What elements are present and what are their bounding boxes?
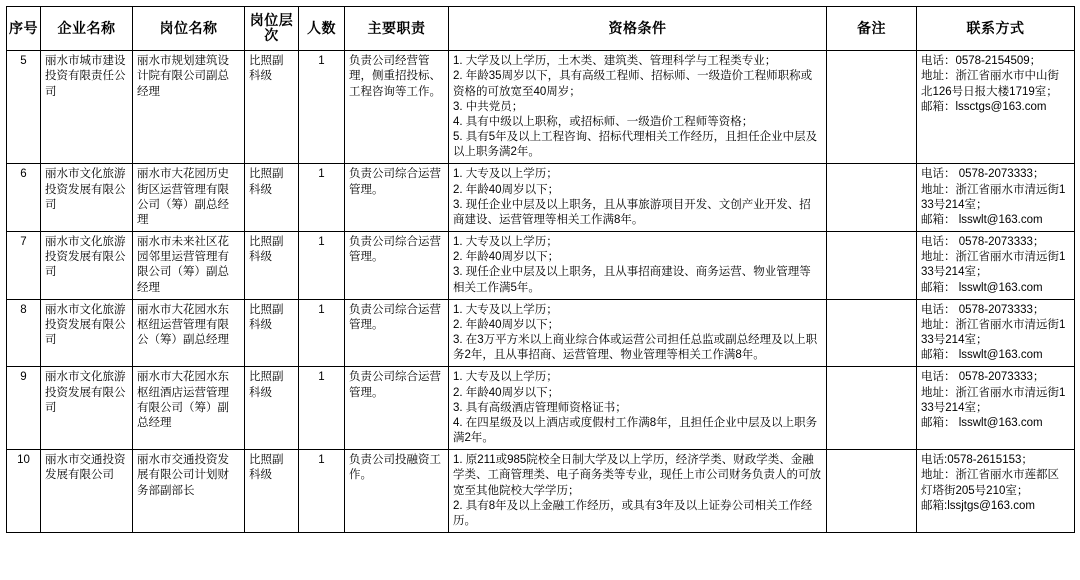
column-header-seq	[7, 7, 41, 51]
cell-company: 丽水市文化旅游投资发展有限公司	[41, 232, 133, 300]
qualification-line: 3. 现任企业中层及以上职务，且从事招商建设、商务运营、物业管理等相关工作满5年。	[453, 266, 811, 294]
contact-line: 地址：浙江省丽水市清远街133号214室；	[921, 251, 1066, 279]
cell-qualifications	[449, 164, 827, 232]
cell-remark	[827, 51, 917, 164]
contact-line: 电话： 0578-2073333；	[921, 303, 1045, 316]
cell-contact	[917, 232, 1075, 300]
contact-line: 地址：浙江省丽水市清远街133号214室；	[921, 183, 1066, 211]
cell-seq: 9	[7, 367, 41, 450]
cell-company: 丽水市文化旅游投资发展有限公司	[41, 299, 133, 367]
table-row	[7, 164, 1075, 232]
column-header-position-label: 岗位名称	[159, 20, 218, 37]
contact-line: 地址：浙江省丽水市清远街133号214室；	[921, 386, 1066, 414]
cell-count: 1	[299, 232, 345, 300]
cell-level: 比照副科级	[245, 299, 299, 367]
cell-qualifications	[449, 450, 827, 533]
cell-count: 1	[299, 367, 345, 450]
qualification-line: 1. 原211或985院校全日制大学及以上学历，经济学类、财政学类、金融学类、工商管理类、电子商务类等专业，现任上市公司财务负责人的可放宽至其他院校大学学历；	[453, 454, 821, 497]
cell-level: 比照副科级	[245, 232, 299, 300]
cell-level: 比照副科级	[245, 367, 299, 450]
table-header-row	[7, 7, 1075, 51]
qualification-line: 3. 现任企业中层及以上职务，且从事旅游项目开发、文创产业开发、招商建设、运营管理等相关工作满8年。	[453, 198, 811, 226]
cell-qualifications	[449, 299, 827, 367]
column-header-count-label: 人数	[307, 20, 336, 37]
column-header-seq-label: 序号	[9, 20, 38, 37]
qualification-line: 2. 年龄35周岁以下，具有高级工程师、招标师、一级造价工程师职称或资格的可放宽至40周岁；	[453, 70, 813, 98]
cell-duty: 负责公司经营管理，侧重招投标、工程咨询等工作。	[345, 51, 449, 164]
qualification-line: 2. 年龄40周岁以下；	[453, 318, 560, 331]
cell-contact	[917, 51, 1075, 164]
cell-count: 1	[299, 51, 345, 164]
table-body	[7, 51, 1075, 533]
column-header-company-label: 企业名称	[57, 20, 116, 37]
contact-line: 邮箱： lsswlt@163.com	[921, 349, 1043, 362]
column-header-remark-label: 备注	[857, 20, 886, 37]
contact-line: 邮箱： lsswlt@163.com	[921, 416, 1043, 429]
contact-line: 电话： 0578-2073333；	[921, 236, 1045, 249]
cell-count: 1	[299, 450, 345, 533]
cell-company: 丽水市文化旅游投资发展有限公司	[41, 367, 133, 450]
column-header-level	[245, 7, 299, 51]
cell-company: 丽水市交通投资发展有限公司	[41, 450, 133, 533]
cell-qualifications	[449, 51, 827, 164]
cell-position: 丽水市规划建筑设计院有限公司副总经理	[133, 51, 245, 164]
qualification-line: 2. 年龄40周岁以下；	[453, 386, 560, 399]
contact-line: 地址：浙江省丽水市中山街北126号日报大楼1719室；	[921, 70, 1059, 98]
cell-duty: 负责公司综合运营管理。	[345, 232, 449, 300]
contact-line: 地址：浙江省丽水市莲都区灯塔街205号210室；	[921, 469, 1059, 497]
cell-remark	[827, 299, 917, 367]
cell-duty: 负责公司综合运营管理。	[345, 164, 449, 232]
column-header-count	[299, 7, 345, 51]
qualification-line: 1. 大专及以上学历；	[453, 236, 558, 249]
qualification-line: 3. 在3万平方米以上商业综合体或运营公司担任总监或副总经理及以上职务2年，且从事招商、运营管理、物业管理等相关工作满8年。	[453, 334, 818, 362]
table-row	[7, 450, 1075, 533]
cell-count: 1	[299, 299, 345, 367]
column-header-contact	[917, 7, 1075, 51]
qualification-line: 1. 大学及以上学历，土木类、建筑类、管理科学与工程类专业；	[453, 55, 777, 68]
column-header-position	[133, 7, 245, 51]
cell-remark	[827, 232, 917, 300]
contact-line: 电话： 0578-2073333；	[921, 168, 1045, 181]
column-header-qualifications-label: 资格条件	[608, 20, 667, 37]
cell-position: 丽水市大花园水东枢纽运营管理有限公（筹）副总经理	[133, 299, 245, 367]
cell-company: 丽水市文化旅游投资发展有限公司	[41, 164, 133, 232]
cell-level: 比照副科级	[245, 51, 299, 164]
cell-qualifications	[449, 232, 827, 300]
table-row	[7, 367, 1075, 450]
cell-contact	[917, 164, 1075, 232]
contact-line: 邮箱： lsswlt@163.com	[921, 213, 1043, 226]
cell-level: 比照副科级	[245, 164, 299, 232]
cell-remark	[827, 367, 917, 450]
qualification-line: 3. 中共党员；	[453, 100, 524, 113]
table-row	[7, 232, 1075, 300]
contact-line: 邮箱： lsswlt@163.com	[921, 281, 1043, 294]
cell-seq: 6	[7, 164, 41, 232]
column-header-remark	[827, 7, 917, 51]
qualification-line: 2. 具有8年及以上金融工作经历，或具有3年及以上证券公司相关工作经历。	[453, 499, 813, 527]
cell-company: 丽水市城市建设投资有限责任公司	[41, 51, 133, 164]
cell-position: 丽水市交通投资发展有限公司计划财务部副部长	[133, 450, 245, 533]
cell-contact	[917, 367, 1075, 450]
recruitment-table	[6, 6, 1075, 533]
qualification-line: 1. 大专及以上学历；	[453, 371, 558, 384]
cell-duty: 负责公司综合运营管理。	[345, 367, 449, 450]
qualification-line: 5. 具有5年及以上工程咨询、招标代理相关工作经历，且担任企业中层及以上职务满2年。	[453, 131, 818, 159]
qualification-line: 1. 大专及以上学历；	[453, 168, 558, 181]
cell-seq: 8	[7, 299, 41, 367]
qualification-line: 4. 具有中级以上职称，或招标师、一级造价工程师等资格；	[453, 115, 754, 128]
table-row	[7, 299, 1075, 367]
cell-remark	[827, 164, 917, 232]
cell-seq: 7	[7, 232, 41, 300]
column-header-level-label: 岗位层次	[249, 12, 294, 43]
contact-line: 地址：浙江省丽水市清远街133号214室；	[921, 318, 1066, 347]
cell-duty: 负责公司投融资工作。	[345, 450, 449, 533]
cell-qualifications	[449, 367, 827, 450]
cell-contact	[917, 450, 1075, 533]
contact-line: 电话：0578-2154509；	[921, 55, 1042, 68]
cell-seq: 5	[7, 51, 41, 164]
contact-line: 电话:0578-2615153；	[921, 454, 1033, 467]
cell-position: 丽水市大花园历史街区运营管理有限公司（筹）副总经理	[133, 164, 245, 232]
cell-position: 丽水市未来社区花园邻里运营管理有限公司（筹）副总经理	[133, 232, 245, 300]
column-header-company	[41, 7, 133, 51]
contact-line: 邮箱:lssjtgs@163.com	[921, 499, 1035, 512]
cell-count: 1	[299, 164, 345, 232]
column-header-duty-label: 主要职责	[367, 20, 426, 37]
cell-contact	[917, 299, 1075, 367]
column-header-duty	[345, 7, 449, 51]
qualification-line: 3. 具有高级酒店管理师资格证书；	[453, 401, 627, 414]
contact-line: 电话： 0578-2073333；	[921, 371, 1045, 384]
cell-duty: 负责公司综合运营管理。	[345, 299, 449, 367]
qualification-line: 4. 在四星级及以上酒店或度假村工作满8年，且担任企业中层及以上职务满2年。	[453, 416, 818, 445]
column-header-qualifications	[449, 7, 827, 51]
qualification-line: 2. 年龄40周岁以下；	[453, 183, 560, 196]
qualification-line: 2. 年龄40周岁以下；	[453, 251, 560, 264]
qualification-line: 1. 大专及以上学历；	[453, 303, 558, 316]
cell-remark	[827, 450, 917, 533]
cell-position: 丽水市大花园水东枢纽酒店运营管理有限公司（筹）副总经理	[133, 367, 245, 450]
cell-level: 比照副科级	[245, 450, 299, 533]
table-header	[7, 7, 1075, 51]
contact-line: 邮箱：lssctgs@163.com	[921, 100, 1047, 113]
column-header-contact-label: 联系方式	[966, 20, 1025, 37]
table-row	[7, 51, 1075, 164]
cell-seq: 10	[7, 450, 41, 533]
